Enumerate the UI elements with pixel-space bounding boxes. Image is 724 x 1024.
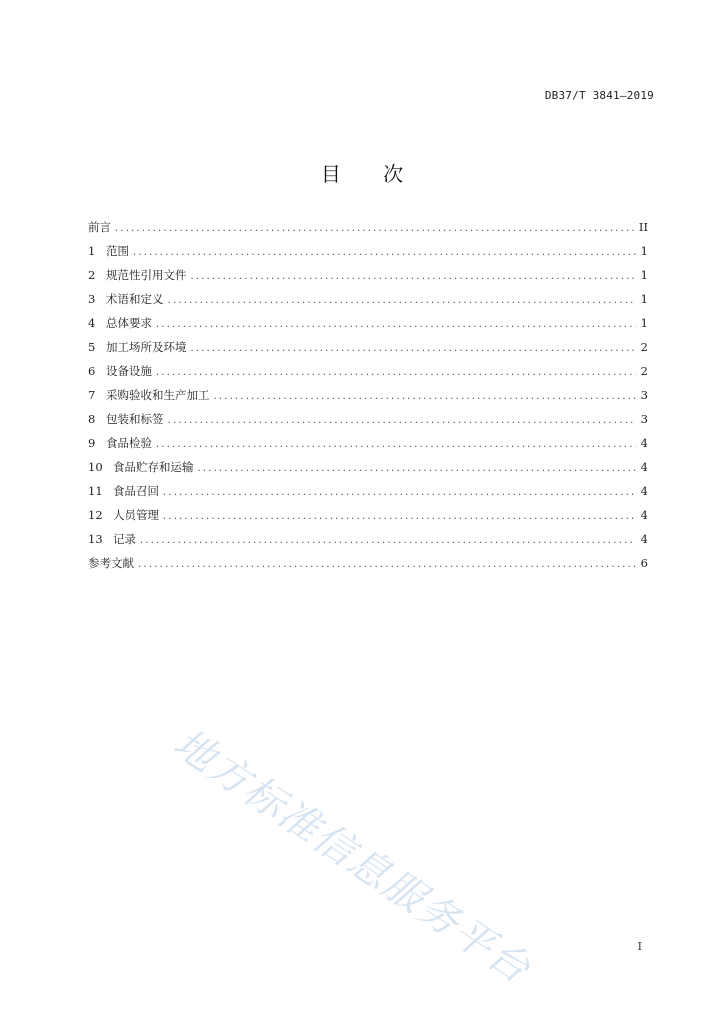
toc-entry-page: 6 [640,556,648,570]
toc-entry-4[interactable] [88,311,648,335]
toc-entry-label: 包装和标签 [106,412,164,426]
toc-leader-dots [133,241,636,265]
toc-entry-12[interactable] [88,503,648,527]
toc-entry-page: 4 [640,532,648,546]
toc-entry-foreword[interactable] [88,215,648,239]
toc-entry-label: 范围 [106,244,129,258]
toc-entry-number: 5 [88,340,96,354]
toc-entry-page: 4 [640,436,648,450]
toc-entry-number: 6 [88,364,96,378]
toc-entry-13[interactable] [88,527,648,551]
toc-entry-page: 2 [640,364,648,378]
toc-entry-6[interactable] [88,359,648,383]
toc-entry-label: 设备设施 [106,364,152,378]
toc-entry-label: 食品贮存和运输 [113,460,194,474]
toc-entry-number: 8 [88,412,96,426]
toc-entry-8[interactable] [88,407,648,431]
toc-leader-dots [156,433,636,457]
toc-entry-5[interactable] [88,335,648,359]
toc-entry-9[interactable] [88,431,648,455]
toc-entry-number: 4 [88,316,96,330]
toc-entry-label: 采购验收和生产加工 [106,388,210,402]
toc-entry-11[interactable] [88,479,648,503]
toc-entry-references[interactable] [88,551,648,575]
toc-leader-dots [168,289,637,313]
toc-leader-dots [138,553,636,577]
toc-leader-dots [115,217,635,241]
toc-entry-label: 前言 [88,220,111,234]
toc-entry-number: 7 [88,388,96,402]
toc-leader-dots [198,457,637,481]
toc-entry-label: 术语和定义 [106,292,164,306]
toc-entry-label: 加工场所及环境 [106,340,187,354]
page-number: I [637,940,642,953]
toc-entry-page: 1 [640,268,648,282]
toc-entry-label: 记录 [113,532,136,546]
toc-entry-number: 11 [88,484,103,498]
toc-entry-label: 食品检验 [106,436,152,450]
toc-entry-7[interactable] [88,383,648,407]
standard-code: DB37/T 3841—2019 [544,89,654,102]
toc-entry-number: 12 [88,508,103,522]
toc-leader-dots [156,361,636,385]
toc-leader-dots [156,313,636,337]
toc-entry-page: 1 [640,244,648,258]
toc-leader-dots [214,385,637,409]
toc-entry-label: 总体要求 [106,316,152,330]
toc-entry-number: 13 [88,532,103,546]
toc-entry-page: 1 [640,316,648,330]
toc-leader-dots [163,481,636,505]
toc-leader-dots [163,505,636,529]
toc-entry-page: 3 [640,412,648,426]
toc-entry-page: 4 [640,460,648,474]
toc-entry-page: 2 [640,340,648,354]
toc-entry-label: 人员管理 [113,508,159,522]
toc-entry-page: 1 [640,292,648,306]
toc-entry-2[interactable] [88,263,648,287]
toc-entry-label: 规范性引用文件 [106,268,187,282]
toc-entry-page: 3 [640,388,648,402]
toc-entry-3[interactable] [88,287,648,311]
toc-entry-number: 2 [88,268,96,282]
watermark-text: 地方标准信息服务平台 [165,720,540,994]
toc-leader-dots [140,529,636,553]
toc-entry-label: 参考文献 [88,556,134,570]
toc-title: 目 次 [320,162,422,186]
toc-entry-page: 4 [640,484,648,498]
toc-entry-page: 4 [640,508,648,522]
toc-leader-dots [191,265,637,289]
toc-entry-number: 1 [88,244,96,258]
toc-entry-number: 10 [88,460,103,474]
toc-entry-10[interactable] [88,455,648,479]
toc-entry-page: II [638,220,648,234]
toc-entry-number: 3 [88,292,96,306]
toc-leader-dots [168,409,637,433]
toc-entry-1[interactable] [88,239,648,263]
table-of-contents [88,215,648,575]
toc-leader-dots [191,337,637,361]
toc-entry-number: 9 [88,436,96,450]
toc-entry-label: 食品召回 [113,484,159,498]
